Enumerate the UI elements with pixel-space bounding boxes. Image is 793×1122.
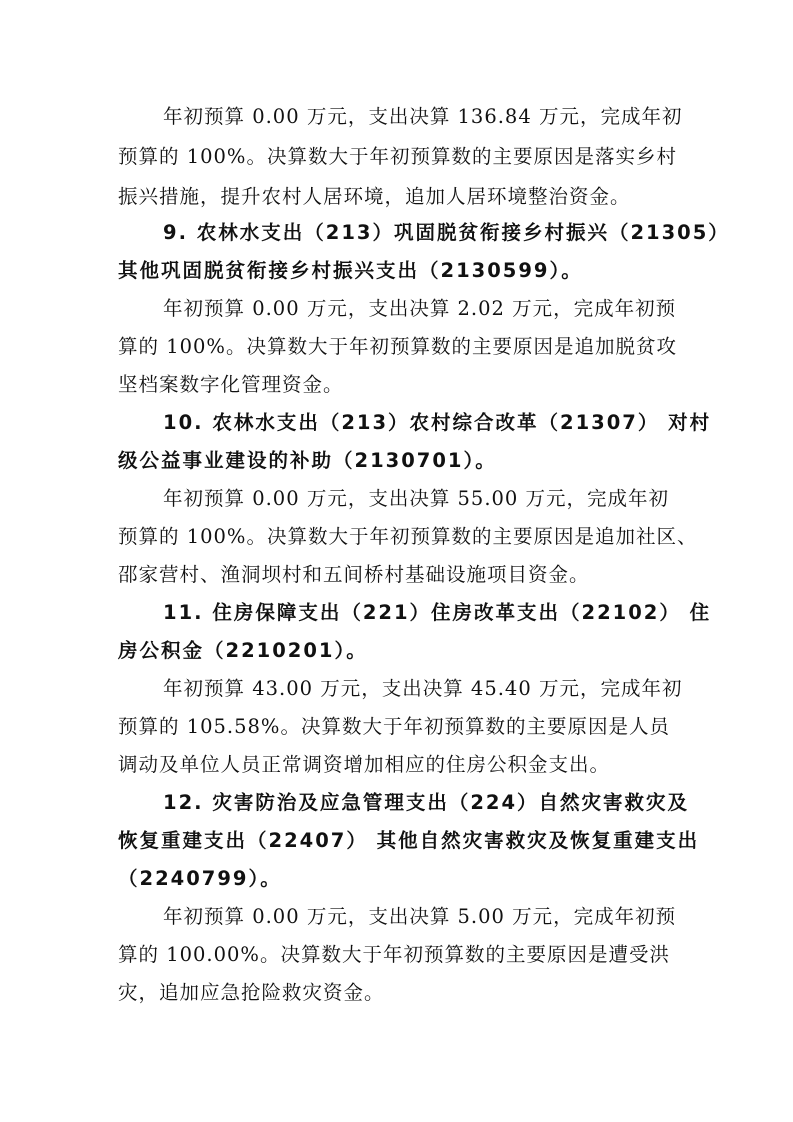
- section-heading: 9. 农林水支出（213）巩固脱贫衔接乡村振兴（21305）: [163, 221, 730, 244]
- section-heading: 级公益事业建设的补助（2130701）。: [118, 449, 497, 472]
- section-heading: 12. 灾害防治及应急管理支出（224）自然灾害救灾及: [163, 791, 690, 814]
- paragraph-line: 灾，追加应急抢险救灾资金。: [118, 981, 385, 1004]
- paragraph-line: 年初预算 0.00 万元，支出决算 136.84 万元，完成年初: [163, 105, 683, 128]
- paragraph-line: 振兴措施，提升农村人居环境，追加人居环境整治资金。: [118, 185, 631, 208]
- section-heading: 10. 农林水支出（213）农村综合改革（21307） 对村: [163, 411, 712, 434]
- paragraph-line: 年初预算 43.00 万元，支出决算 45.40 万元，完成年初: [163, 677, 683, 700]
- paragraph-line: 年初预算 0.00 万元，支出决算 5.00 万元，完成年初预: [163, 905, 677, 928]
- section-heading: 其他巩固脱贫衔接乡村振兴支出（2130599）。: [118, 259, 583, 282]
- section-heading: （2240799）。: [118, 867, 282, 890]
- paragraph-line: 调动及单位人员正常调资增加相应的住房公积金支出。: [118, 753, 611, 776]
- paragraph-line: 预算的 100%。决算数大于年初预算数的主要原因是追加社区、: [118, 525, 698, 548]
- paragraph-line: 年初预算 0.00 万元，支出决算 2.02 万元，完成年初预: [163, 297, 677, 320]
- paragraph-line: 年初预算 0.00 万元，支出决算 55.00 万元，完成年初: [163, 487, 670, 510]
- section-heading: 房公积金（2210201）。: [118, 639, 368, 662]
- section-heading: 恢复重建支出（22407） 其他自然灾害救灾及恢复重建支出: [118, 829, 700, 852]
- paragraph-line: 邵家营村、渔洞坝村和五间桥村基础设施项目资金。: [118, 563, 590, 586]
- paragraph-line: 坚档案数字化管理资金。: [118, 373, 344, 396]
- paragraph-line: 预算的 100%。决算数大于年初预算数的主要原因是落实乡村: [118, 145, 677, 168]
- paragraph-line: 算的 100%。决算数大于年初预算数的主要原因是追加脱贫攻: [118, 335, 677, 358]
- section-heading: 11. 住房保障支出（221）住房改革支出（22102） 住: [163, 601, 712, 624]
- paragraph-line: 算的 100.00%。决算数大于年初预算数的主要原因是遭受洪: [118, 943, 670, 966]
- paragraph-line: 预算的 105.58%。决算数大于年初预算数的主要原因是人员: [118, 715, 670, 738]
